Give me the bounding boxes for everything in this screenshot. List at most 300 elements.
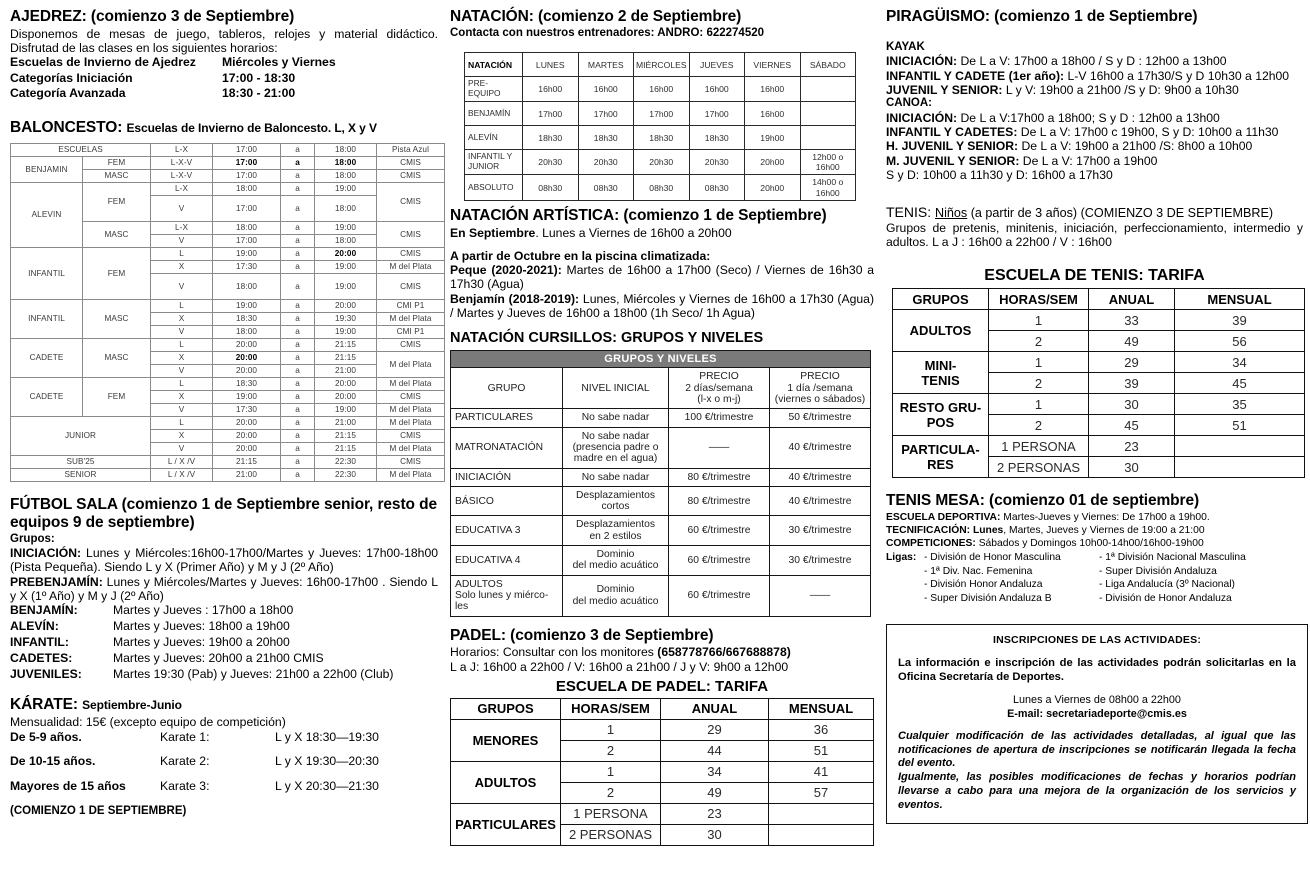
bk-from: 21:00: [213, 468, 281, 481]
cursillos-grupo: BÁSICO: [451, 486, 563, 516]
bk-days: L / X /V: [151, 468, 213, 481]
bk-a: a: [281, 403, 315, 416]
tenis-mesa-title: TENIS MESA: (comienzo 01 de septiembre): [886, 492, 1200, 510]
tarifa-horas: 2: [989, 373, 1089, 394]
bk-from: 20:00: [213, 338, 281, 351]
futsal-paragraph: INICIACIÓN: Lunes y Miércoles:16h00-17h00/Martes y Jueves: 17h00-18h00 (Pista Pequeña). Siendo L y X (Primer Año) y M y J (2º Año): [10, 546, 438, 575]
bk-a: a: [281, 351, 315, 364]
liga-item: - División Honor Andaluza: [924, 579, 1043, 591]
bk-days: V: [151, 234, 213, 247]
bk-to: 18:00: [315, 143, 377, 156]
tarifa-mensual: 57: [769, 782, 874, 803]
cursillos-precio-1dia: 40 €/trimestre: [770, 486, 871, 516]
artistica-title: NATACIÓN ARTÍSTICA: (comienzo 1 de Septiembre): [450, 206, 827, 224]
karate-row-level: Karate 1:: [160, 729, 210, 744]
natacion-cell: 20h30: [578, 150, 634, 175]
cursillos-precio-2dias: 60 €/trimestre: [669, 575, 770, 616]
bk-to: 21:15: [315, 351, 377, 364]
tarifa-mensual: [769, 824, 874, 845]
artistica-peque: [450, 263, 874, 292]
table-row: [11, 468, 445, 481]
cursillos-precio-2dias: 80 €/trimestre: [669, 468, 770, 486]
bk-days: L: [151, 377, 213, 390]
karate-row-time: L y X 19:30—20:30: [275, 754, 379, 769]
futsal-row-value: Martes y Jueves : 17h00 a 18h00: [113, 603, 294, 618]
natacion-cell: 20h00: [745, 175, 801, 200]
karate-row: [10, 754, 438, 770]
bk-a: a: [281, 247, 315, 260]
bk-to: 22:30: [315, 468, 377, 481]
bk-from: 20:00: [213, 429, 281, 442]
inscripciones-contact: [898, 693, 1296, 721]
cursillos-precio-2dias: 60 €/trimestre: [669, 516, 770, 546]
bk-days: X: [151, 429, 213, 442]
bk-a: a: [281, 416, 315, 429]
tenis-mesa-line-label: COMPETICIONES:: [886, 538, 976, 550]
tarifa-mensual: 45: [1175, 373, 1305, 394]
karate-row-age: Mayores de 15 años: [10, 779, 126, 794]
tarifa-horas: 1: [561, 761, 661, 782]
table-row: [11, 338, 445, 351]
natacion-cell: 16h00: [578, 77, 634, 102]
bk-a: a: [281, 455, 315, 468]
kayak-heading: KAYAK: [886, 40, 925, 53]
bk-days: X: [151, 390, 213, 403]
natacion-cell: [800, 102, 856, 126]
bk-from: 20:00: [213, 416, 281, 429]
canoa-row: H. JUVENIL Y SENIOR: De L a V: 19h00 a 21h00 /S: 8h00 a 10h00: [886, 139, 1253, 154]
artistica-line2: A partir de Octubre en la piscina climatizada:: [450, 248, 711, 263]
natacion-group: INFANTIL Y JUNIOR: [465, 150, 523, 175]
bk-from: 18:30: [213, 312, 281, 325]
tarifa-horas: 2: [561, 782, 661, 803]
bk-to: 19:00: [315, 325, 377, 338]
futsal-row-label: BENJAMÍN:: [10, 603, 78, 618]
bk-a: a: [281, 234, 315, 247]
bk-venue: M del Plata: [377, 442, 445, 455]
natacion-contact: Contacta con nuestros entrenadores: ANDRO: 622274520: [450, 26, 765, 39]
natacion-cell: 16h00: [523, 77, 579, 102]
futsal-paragraph-label: INICIACIÓN:: [10, 546, 82, 561]
table-row: [465, 77, 856, 102]
bk-a: a: [281, 468, 315, 481]
padel-line1: [450, 645, 874, 659]
futsal-paragraphs: [10, 546, 438, 603]
natacion-cell: 16h00: [634, 77, 690, 102]
kayak-row-label: INICIACIÓN:: [886, 54, 958, 69]
bk-to: 20:00: [315, 377, 377, 390]
bk-sex: FEM: [83, 156, 151, 169]
tenis-title-pre: TENIS:: [886, 204, 936, 221]
cursillos-grupo: PARTICULARES: [451, 409, 563, 427]
table-row: [893, 310, 1305, 331]
ligas-column-2: [1099, 551, 1299, 607]
cursillos-nivel: Desplazamientos cortos: [563, 486, 669, 516]
bk-days: V: [151, 364, 213, 377]
tarifa-anual: 45: [1089, 415, 1175, 436]
bk-sex: MASC: [83, 299, 151, 338]
karate-row-level: Karate 2:: [160, 754, 210, 769]
natacion-cell: 08h30: [523, 175, 579, 200]
cursillos-precio-2dias: 60 €/trimestre: [669, 546, 770, 576]
table-row: [465, 175, 856, 200]
bk-a: a: [281, 364, 315, 377]
baloncesto-title: [10, 119, 438, 137]
natacion-day-header: MIÉRCOLES: [634, 53, 690, 77]
tarifa-anual: 30: [661, 824, 769, 845]
bk-category: CADETE: [11, 377, 83, 416]
cursillos-nivel: No sabe nadar: [563, 409, 669, 427]
table-row: [11, 143, 445, 156]
bk-days: X: [151, 312, 213, 325]
karate-row-age: De 10-15 años.: [10, 754, 96, 769]
ajedrez-schedule: [10, 55, 438, 101]
bk-venue: CMI P1: [377, 325, 445, 338]
table-row: [11, 182, 445, 195]
section-karate: [10, 696, 438, 818]
bk-a: a: [281, 156, 315, 169]
karate-row-age: De 5-9 años.: [10, 729, 82, 744]
tarifa-horas: 2 PERSONAS: [989, 457, 1089, 478]
natacion-cell: 17h00: [634, 102, 690, 126]
bk-from: 17:00: [213, 195, 281, 221]
natacion-day-header: MARTES: [578, 53, 634, 77]
cursillos-header-cell: PRECIO 1 día /semana (viernes o sábados): [770, 368, 871, 409]
inscripciones-title: INSCRIPCIONES DE LAS ACTIVIDADES:: [992, 634, 1202, 647]
tarifa-horas: 1: [989, 394, 1089, 415]
bk-a: a: [281, 312, 315, 325]
bk-to: 22:30: [315, 455, 377, 468]
bk-from: 18:00: [213, 325, 281, 338]
cursillos-grupo: ADULTOS Solo lunes y miérco- les: [451, 575, 563, 616]
bk-a: a: [281, 182, 315, 195]
canoa-row: INICIACIÓN: De L a V:17h00 a 18h00; S y D : 12h00 a 13h00: [886, 110, 1220, 125]
bk-to: 19:30: [315, 312, 377, 325]
tarifa-horas: 2: [989, 331, 1089, 352]
cursillos-precio-2dias: ——: [669, 427, 770, 468]
liga-item: - Super División Andaluza B: [924, 593, 1052, 605]
bk-venue: CMIS: [377, 182, 445, 221]
artistica-benjamin: [450, 292, 874, 321]
section-ajedrez: [10, 8, 438, 101]
tenis-mesa-line: COMPETICIONES: Sábados y Domingos 10h00-14h00/16h00-19h00: [886, 538, 1204, 550]
cursillos-precio-1dia: 40 €/trimestre: [770, 468, 871, 486]
table-row: [451, 575, 871, 616]
tenis-mesa-ligas: [886, 551, 1303, 607]
canoa-row-label: H. JUVENIL Y SENIOR:: [886, 139, 1019, 154]
tarifa-mensual: 51: [1175, 415, 1305, 436]
futsal-row-value: Martes 19:30 (Pab) y Jueves: 21h00 a 22h00 (Club): [113, 666, 394, 681]
futsal-row-label: JUVENILES:: [10, 666, 82, 681]
bk-venue: M del Plata: [377, 377, 445, 390]
natacion-day-header: SÁBADO: [800, 53, 856, 77]
bk-to: 21:15: [315, 429, 377, 442]
bk-from: 18:30: [213, 377, 281, 390]
bk-from: 19:00: [213, 299, 281, 312]
bk-days: L: [151, 299, 213, 312]
tarifa-header-row: [893, 289, 1305, 310]
ajedrez-row-value: Miércoles y Viernes: [222, 55, 336, 70]
bk-to: 21:15: [315, 338, 377, 351]
natacion-day-header: LUNES: [523, 53, 579, 77]
futsal-grupos-label: Grupos:: [10, 532, 55, 545]
tarifa-mensual: [1175, 457, 1305, 478]
kayak-row: JUVENIL Y SENIOR: L y V: 19h00 a 21h00 /S y D: 9h00 a 10h30: [886, 82, 1239, 97]
bk-a: a: [281, 390, 315, 403]
karate-row: [10, 730, 438, 746]
natacion-cell: 17h00: [578, 102, 634, 126]
futsal-row: [10, 635, 438, 651]
tenis-tarifa-table: [892, 288, 1305, 478]
bk-category: ESCUELAS: [11, 143, 151, 156]
bk-from: 17:00: [213, 169, 281, 182]
table-row: [11, 455, 445, 468]
artistica-line1: [450, 226, 874, 240]
futsal-row-label: CADETES:: [10, 650, 73, 665]
tarifa-anual: 39: [1089, 373, 1175, 394]
canoa-row: S y D: 10h00 a 11h30 y D: 16h00 a 17h30: [886, 167, 1113, 182]
natacion-cell: 20h30: [689, 150, 745, 175]
artistica-peque-bold: Peque (2020-2021):: [450, 263, 562, 278]
tarifa-horas: 1: [561, 719, 661, 740]
tarifa-grupo: ADULTOS: [893, 310, 989, 352]
ajedrez-title: AJEDREZ: (comienzo 3 de Septiembre): [10, 8, 295, 25]
cursillos-nivel: Desplazamientos en 2 estilos: [563, 516, 669, 546]
bk-from: 17:00: [213, 143, 281, 156]
bk-venue: CMIS: [377, 455, 445, 468]
table-row: [893, 436, 1305, 457]
right-column: [882, 8, 1307, 896]
bk-days: L-X: [151, 182, 213, 195]
natacion-cell: 20h00: [745, 150, 801, 175]
futsal-row-label: ALEVÍN:: [10, 619, 59, 634]
natacion-day-header: JUEVES: [689, 53, 745, 77]
tenis-mesa-line-label: TECNIFICACIÓN: Lunes: [886, 525, 1004, 537]
tarifa-horas: 2 PERSONAS: [561, 824, 661, 845]
bk-a: a: [281, 299, 315, 312]
cursillos-header-cell: NIVEL INICIAL: [563, 368, 669, 409]
table-row: [451, 409, 871, 427]
liga-item: - 1ª División Nacional Masculina: [1099, 551, 1246, 563]
karate-title-main: KÁRATE:: [10, 696, 78, 714]
tenis-mesa-line: ESCUELA DEPORTIVA: Martes-Jueves y Viernes: De 17h00 a 19h00.: [886, 512, 1210, 524]
tarifa-grupo: MINI- TENIS: [893, 352, 989, 394]
ajedrez-row-value: 18:30 - 21:00: [222, 85, 296, 100]
cursillos-nivel: Dominio del medio acuático: [563, 546, 669, 576]
cursillos-band: GRUPOS Y NIVELES: [451, 351, 871, 368]
bk-from: 20:00: [213, 442, 281, 455]
bk-venue: CMIS: [377, 247, 445, 260]
karate-footer: (COMIENZO 1 DE SEPTIEMBRE): [10, 805, 187, 818]
bk-days: L-X-V: [151, 169, 213, 182]
bk-venue: CMIS: [377, 221, 445, 247]
tarifa-anual: 33: [1089, 310, 1175, 331]
tarifa-mensual: 39: [1175, 310, 1305, 331]
tarifa-mensual: 56: [1175, 331, 1305, 352]
cursillos-precio-2dias: 80 €/trimestre: [669, 486, 770, 516]
bk-venue: M del Plata: [377, 468, 445, 481]
bk-sex: MASC: [83, 221, 151, 247]
bk-venue: CMIS: [377, 169, 445, 182]
tarifa-header-cell: GRUPOS: [893, 289, 989, 310]
section-cursillos: [450, 330, 874, 617]
karate-row-time: L y X 18:30—19:30: [275, 729, 379, 744]
tenis-title: [886, 204, 1303, 221]
bk-from: 17:30: [213, 260, 281, 273]
padel-title: PADEL: (comienzo 3 de Septiembre): [450, 626, 714, 644]
liga-item: - 1ª Div. Nac. Femenina: [924, 565, 1033, 577]
bk-category: INFANTIL: [11, 247, 83, 299]
natacion-table: [464, 52, 856, 200]
bk-days: L: [151, 416, 213, 429]
kayak-schedule: [886, 54, 1303, 97]
bk-venue: CMIS: [377, 156, 445, 169]
ligas-label: Ligas:: [886, 551, 917, 563]
table-row: [893, 352, 1305, 373]
bk-category: JUNIOR: [11, 416, 151, 455]
bk-to: 21:00: [315, 364, 377, 377]
futsal-row: [10, 619, 438, 635]
bk-a: a: [281, 143, 315, 156]
artistica-benjamin-bold: Benjamín (2018-2019):: [450, 291, 580, 306]
bk-category: SUB'25: [11, 455, 151, 468]
liga-item: - División de Honor Masculina: [924, 551, 1061, 563]
section-baloncesto: [10, 119, 438, 482]
bk-a: a: [281, 221, 315, 234]
inscripciones-p3: Igualmente, las posibles modificaciones de fechas y horarios podrían llevarse a cabo para una mejora de la organización de los servicios y eventos.: [898, 771, 1296, 811]
karate-gap: [10, 770, 438, 779]
bk-to: 20:00: [315, 299, 377, 312]
bk-days: L: [151, 247, 213, 260]
natacion-group: ABSOLUTO: [465, 175, 523, 200]
bk-a: a: [281, 169, 315, 182]
bk-sex: FEM: [83, 377, 151, 416]
tarifa-mensual: 35: [1175, 394, 1305, 415]
artistica-line1-rest: . Lunes a Viernes de 16h00 a 20h00: [535, 225, 732, 240]
bk-venue: CMIS: [377, 429, 445, 442]
tarifa-header-cell: ANUAL: [1089, 289, 1175, 310]
bk-sex: MASC: [83, 338, 151, 377]
bk-sex: MASC: [83, 169, 151, 182]
table-row: [451, 427, 871, 468]
bk-days: X: [151, 351, 213, 364]
bk-from: 17:00: [213, 156, 281, 169]
middle-column: [446, 8, 882, 896]
bk-days: V: [151, 273, 213, 299]
bk-to: 21:15: [315, 442, 377, 455]
canoa-row: M. JUVENIL Y SENIOR: De L a V: 17h00 a 19h00: [886, 153, 1158, 168]
bk-from: 20:00: [213, 364, 281, 377]
padel-line1-pre: Horarios: Consultar con los monitores: [450, 645, 658, 660]
futsal-row-value: Martes y Jueves: 20h00 a 21h00 CMIS: [113, 650, 324, 665]
tarifa-header-cell: HORAS/SEM: [989, 289, 1089, 310]
tarifa-anual: 23: [661, 803, 769, 824]
tenis-desc: Grupos de pretenis, minitenis, iniciación, perfeccionamiento, intermedio y adultos. L a J : 16h00 a 22h00 / V : 16h00: [886, 220, 1303, 250]
ajedrez-row: [10, 55, 438, 70]
natacion-group: BENJAMÍN: [465, 102, 523, 126]
tarifa-horas: 2: [989, 415, 1089, 436]
section-tenis-mesa: [886, 492, 1303, 606]
bk-days: X: [151, 260, 213, 273]
cursillos-grupo: INICIACIÓN: [451, 468, 563, 486]
natacion-title: NATACIÓN: (comienzo 2 de Septiembre): [450, 8, 742, 25]
baloncesto-title-sub: Escuelas de Invierno de Baloncesto. L, X y V: [126, 121, 377, 136]
tarifa-mensual: 51: [769, 740, 874, 761]
cursillos-header-row: [451, 368, 871, 409]
natacion-cell: 17h00: [689, 102, 745, 126]
natacion-cell: 16h00: [689, 77, 745, 102]
section-padel: [450, 627, 874, 846]
bk-to: 18:00: [315, 234, 377, 247]
left-column: [6, 8, 446, 896]
inscripciones-box: [886, 624, 1308, 824]
canoa-row-label: INFANTIL Y CADETES:: [886, 125, 1018, 139]
tenis-title-post: (a partir de 3 años) (COMIENZO 3 DE SEPTIEMBRE): [967, 206, 1274, 221]
tarifa-anual: 49: [1089, 331, 1175, 352]
bk-category: ALEVIN: [11, 182, 83, 247]
bk-venue: M del Plata: [377, 351, 445, 377]
natacion-cell: 08h30: [634, 175, 690, 200]
bk-venue: M del Plata: [377, 312, 445, 325]
tarifa-mensual: 36: [769, 719, 874, 740]
natacion-cell: 16h00: [745, 77, 801, 102]
karate-row-time: L y X 20:30—21:30: [275, 779, 379, 794]
padel-tarifa-title: ESCUELA DE PADEL: TARIFA: [555, 678, 769, 696]
cursillos-precio-1dia: 30 €/trimestre: [770, 546, 871, 576]
futsal-row-label: INFANTIL:: [10, 634, 69, 649]
bk-a: a: [281, 338, 315, 351]
karate-row-level: Karate 3:: [160, 779, 210, 794]
table-row: [451, 516, 871, 546]
section-natacion-artistica: [450, 207, 874, 320]
karate-fee: Mensualidad: 15€ (excepto equipo de competición): [10, 715, 286, 730]
baloncesto-title-main: BALONCESTO:: [10, 119, 123, 137]
bk-to: 19:00: [315, 273, 377, 299]
bk-venue: CMIS: [377, 338, 445, 351]
bk-sex: FEM: [83, 182, 151, 221]
bk-days: V: [151, 325, 213, 338]
karate-schedule: [10, 730, 438, 796]
artistica-peque-rest: Martes de 16h00 a 17h00 (Seco) / Viernes de 16h30 a 17h30 (Agua): [450, 263, 874, 292]
natacion-cell: 16h00: [745, 102, 801, 126]
inscripciones-p1: La información e inscripción de las actividades podrán solicitarlas en la Oficina Secretaría de Deportes.: [898, 656, 1296, 683]
canoa-heading: CANOA:: [886, 97, 932, 110]
inscripciones-notes: [898, 730, 1296, 813]
bk-from: 20:00: [213, 351, 281, 364]
bk-days: V: [151, 403, 213, 416]
tarifa-anual: 30: [1089, 394, 1175, 415]
ajedrez-row-label: Categoría Avanzada: [10, 85, 126, 100]
table-row: [465, 102, 856, 126]
tenis-title-ninos: Niños: [935, 206, 968, 221]
futsal-paragraph-label: PREBENJAMÍN:: [10, 574, 103, 589]
bk-from: 18:00: [213, 273, 281, 299]
bk-venue: Pista Azul: [377, 143, 445, 156]
bk-from: 18:00: [213, 221, 281, 234]
tarifa-horas: 2: [561, 740, 661, 761]
futsal-row-value: Martes y Jueves: 18h00 a 19h00: [113, 619, 290, 634]
tarifa-header-cell: GRUPOS: [451, 698, 561, 719]
bk-category: BENJAMIN: [11, 156, 83, 182]
ajedrez-intro: Disponemos de mesas de juego, tableros, relojes y material didáctico. Disfrutad de las clases en los siguientes horarios:: [10, 26, 438, 56]
karate-gap: [10, 745, 438, 754]
bk-from: 17:00: [213, 234, 281, 247]
natacion-cell: 14h00 o 16h00: [800, 175, 856, 200]
bk-category: SENIOR: [11, 468, 151, 481]
futsal-schedule: [10, 603, 438, 682]
artistica-benjamin-rest: Lunes, Miércoles y Viernes de 16h00 a 17h30 (Agua) / Martes y Jueves de 16h00 a 18h00 (1h Seco/ 1h Agua): [450, 291, 875, 320]
bk-days: L-X-V: [151, 156, 213, 169]
